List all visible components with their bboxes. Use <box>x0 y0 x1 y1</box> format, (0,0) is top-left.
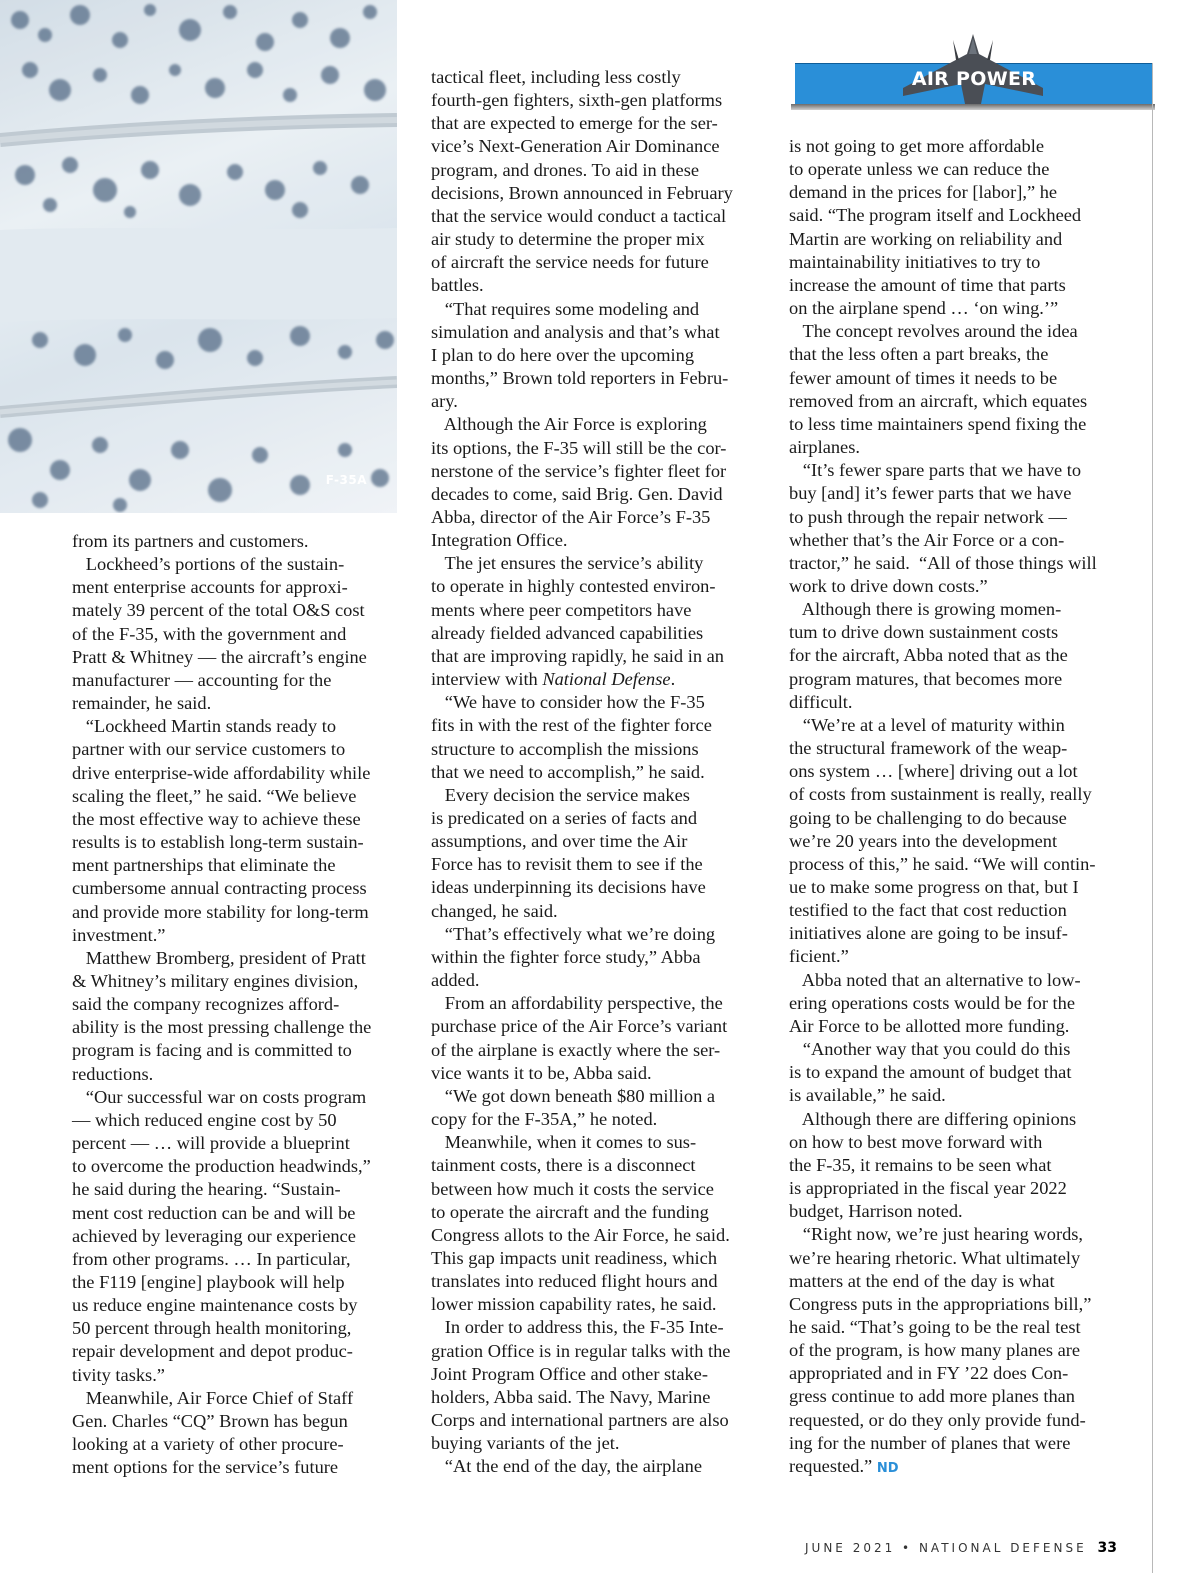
text-line: ary. <box>431 391 458 412</box>
text-line: simulation and analysis and that’s what <box>431 321 720 342</box>
aerial-snow-photo <box>0 0 397 513</box>
text-line: “We have to consider how the F-35 <box>431 692 705 713</box>
text-line: of costs from sustainment is really, really <box>789 784 1092 805</box>
text-line: — which reduced engine cost by 50 <box>72 1109 337 1130</box>
text-line: removed from an aircraft, which equates <box>789 390 1088 411</box>
text-line: matters at the end of the day is what <box>789 1270 1055 1291</box>
article-column-3 <box>789 135 1124 1480</box>
text-line: whether that’s the Air Force or a con- <box>789 529 1065 550</box>
text-line: results is to establish long-term sustain- <box>72 832 364 853</box>
text-line: we’re 20 years into the development <box>789 830 1058 851</box>
text-line: is not going to get more affordable <box>789 136 1045 156</box>
text-line: ment options for the service’s future <box>72 1457 339 1478</box>
text-line: reductions. <box>72 1063 154 1084</box>
text-line: is appropriated in the fiscal year 2022 <box>789 1178 1067 1199</box>
text-line: The concept revolves around the idea <box>789 321 1078 342</box>
text-line: drive enterprise-wide affordability while <box>72 762 371 783</box>
text-line: difficult. <box>789 691 853 712</box>
article-column-1 <box>72 530 402 1479</box>
text-line: looking at a variety of other procure- <box>72 1434 344 1455</box>
text-line: “Lockheed Martin stands ready to <box>72 716 337 737</box>
text-line: repair development and depot produc- <box>72 1341 353 1362</box>
text-line: Every decision the service makes <box>431 784 690 805</box>
text-line: work to drive down costs.” <box>789 575 988 596</box>
text-line: “At the end of the day, the airplane <box>431 1456 702 1477</box>
text-line: program, and drones. To aid in these <box>431 159 700 180</box>
text-line: battles. <box>431 275 484 296</box>
text-line: to overcome the production headwinds,” <box>72 1156 371 1177</box>
photo-caption: F-35A <box>325 473 367 487</box>
text-line: the F119 [engine] playbook will help <box>72 1272 345 1292</box>
text-line: Integration Office. <box>431 530 568 551</box>
text-line: vice’s Next-Generation Air Dominance <box>431 136 720 157</box>
text-line: “We’re at a level of maturity within <box>789 714 1065 735</box>
text-line: Abba noted that an alternative to low- <box>789 969 1081 990</box>
text-line: to operate in highly contested environ- <box>431 576 716 597</box>
text-line: of the program, is how many planes are <box>789 1340 1081 1361</box>
text-line: he said. “That’s going to be the real test <box>789 1316 1081 1337</box>
text-line: 50 percent through health monitoring, <box>72 1318 352 1339</box>
text-line: “That’s effectively what we’re doing <box>431 923 716 944</box>
text-line: added. <box>431 970 480 991</box>
text-line: and provide more stability for long-term <box>72 901 369 922</box>
text-line: achieved by leveraging our experience <box>72 1225 356 1246</box>
text-line: copy for the F-35A,” he noted. <box>431 1109 658 1130</box>
text-line: changed, he said. <box>431 900 558 921</box>
text-line: increase the amount of time that parts <box>789 274 1066 295</box>
text-line: Congress puts in the appropriations bill,” <box>789 1293 1092 1314</box>
text-line: program is facing and is committed to <box>72 1040 352 1061</box>
text-line: gress continue to add more planes than <box>789 1386 1075 1407</box>
text-line: Although the Air Force is exploring <box>431 414 707 435</box>
text-line: ment enterprise accounts for approxi- <box>72 577 348 598</box>
text-line: that we need to accomplish,” he said. <box>431 761 705 782</box>
text-line: the most effective way to achieve these <box>72 808 361 829</box>
text-line: requested, or do they only provide fund- <box>789 1409 1086 1430</box>
text-line: the F-35, it remains to be seen what <box>789 1154 1052 1175</box>
text-line: investment.” <box>72 924 166 945</box>
text-line: nerstone of the service’s fighter fleet for <box>431 460 727 481</box>
text-line: demand in the prices for [labor],” he <box>789 182 1058 203</box>
text-line: manufacturer — accounting for the <box>72 669 332 690</box>
text-line: gration Office is in regular talks with the <box>431 1340 731 1361</box>
text-line: going to be challenging to do because <box>789 807 1067 828</box>
text-line: Matthew Bromberg, president of Pratt <box>72 947 366 968</box>
text-line: Gen. Charles “CQ” Brown has begun <box>72 1410 348 1431</box>
text-line: of aircraft the service needs for future <box>431 252 709 273</box>
text-line: to push through the repair network — <box>789 506 1067 527</box>
text-line: air study to determine the proper mix <box>431 229 705 250</box>
text-line: ering operations costs would be for the <box>789 992 1076 1013</box>
text-line: testified to the fact that cost reduction <box>789 900 1067 921</box>
text-line: “We got down beneath $80 million a <box>431 1085 716 1106</box>
text-line: from other programs. … In particular, <box>72 1248 351 1269</box>
text-line: This gap impacts unit readiness, which <box>431 1247 718 1268</box>
text-line: decisions, Brown announced in February <box>431 182 733 203</box>
text-line: vice wants it to be, Abba said. <box>431 1062 652 1083</box>
section-label: AIR POWER <box>911 68 1037 90</box>
text-line: tainment costs, there is a disconnect <box>431 1155 696 1176</box>
text-line: process of this,” he said. “We will contin- <box>789 853 1096 874</box>
text-line: of the airplane is exactly where the ser- <box>431 1039 721 1060</box>
text-line: interview with National Defense. <box>431 669 676 690</box>
text-line: I plan to do here over the upcoming <box>431 344 695 365</box>
text-line: initiatives alone are going to be insuf- <box>789 923 1068 944</box>
text-line: maintainability initiatives to try to <box>789 251 1041 272</box>
text-line: assumptions, and over time the Air <box>431 831 688 852</box>
text-line: said. “The program itself and Lockheed <box>789 205 1082 226</box>
text-line: partner with our service customers to <box>72 739 346 760</box>
page-number: 33 <box>1097 1540 1117 1556</box>
text-line: to less time maintainers spend fixing the <box>789 413 1087 434</box>
text-line: “It’s fewer spare parts that we have to <box>789 460 1082 481</box>
text-line: months,” Brown told reporters in Febru- <box>431 368 729 389</box>
text-line: he said during the hearing. “Sustain- <box>72 1179 341 1200</box>
text-line: tractor,” he said. “All of those things will <box>789 552 1097 573</box>
text-line: fewer amount of times it needs to be <box>789 367 1058 388</box>
text-line: fits in with the rest of the fighter force <box>431 715 712 736</box>
text-line: decades to come, said Brig. Gen. David <box>431 483 723 504</box>
column-rule <box>1152 63 1153 1573</box>
text-line: Meanwhile, when it comes to sus- <box>431 1132 697 1153</box>
text-line: buying variants of the jet. <box>431 1433 620 1454</box>
text-line: “Our successful war on costs program <box>72 1086 367 1107</box>
text-line: of the F-35, with the government and <box>72 623 347 644</box>
text-line: to operate the aircraft and the funding <box>431 1201 709 1222</box>
text-line: buy [and] it’s fewer parts that we have <box>789 483 1072 504</box>
text-line: from its partners and customers. <box>72 531 309 551</box>
text-line: ideas underpinning its decisions have <box>431 877 706 898</box>
text-line: purchase price of the Air Force’s variant <box>431 1016 728 1037</box>
text-line: Pratt & Whitney — the aircraft’s engine <box>72 646 367 667</box>
text-line: structure to accomplish the missions <box>431 738 699 759</box>
text-line: tactical fleet, including less costly <box>431 67 681 87</box>
text-line: already fielded advanced capabilities <box>431 622 704 643</box>
text-line: on how to best move forward with <box>789 1131 1043 1152</box>
end-mark: ND <box>876 1460 899 1476</box>
text-line: ment cost reduction can be and will be <box>72 1202 356 1223</box>
text-line: In order to address this, the F-35 Inte- <box>431 1317 724 1338</box>
text-line: the structural framework of the weap- <box>789 738 1068 759</box>
text-line: Meanwhile, Air Force Chief of Staff <box>72 1387 354 1408</box>
text-line: lower mission capability rates, he said. <box>431 1294 717 1315</box>
text-line: us reduce engine maintenance costs by <box>72 1295 358 1316</box>
text-line: is available,” he said. <box>789 1085 946 1106</box>
article-column-2 <box>431 66 763 1479</box>
text-line: is to expand the amount of budget that <box>789 1062 1072 1083</box>
text-line: Corps and international partners are also <box>431 1410 729 1431</box>
text-line: tum to drive down sustainment costs <box>789 622 1059 643</box>
text-line: for the aircraft, Abba noted that as the <box>789 645 1068 666</box>
text-line: percent — … will provide a blueprint <box>72 1133 350 1154</box>
text-line: Air Force to be allotted more funding. <box>789 1015 1070 1036</box>
text-line: that the less often a part breaks, the <box>789 344 1049 365</box>
text-line: ing for the number of planes that were <box>789 1432 1071 1453</box>
text-line: Force has to revisit them to see if the <box>431 854 703 875</box>
text-line: “Right now, we’re just hearing words, <box>789 1224 1084 1245</box>
text-line: & Whitney’s military engines division, <box>72 970 359 991</box>
text-line: cumbersome annual contracting process <box>72 878 367 899</box>
text-line: we’re hearing rhetoric. What ultimately <box>789 1247 1081 1268</box>
text-line: Although there are differing opinions <box>789 1108 1077 1129</box>
text-line: mately 39 percent of the total O&S cost <box>72 600 365 621</box>
text-line: on the airplane spend … ‘on wing.’” <box>789 298 1059 319</box>
issue-line: JUNE 2021 • NATIONAL DEFENSE <box>805 1541 1087 1555</box>
text-line: its options, the F-35 will still be the cor- <box>431 437 727 458</box>
page-footer <box>805 1540 1117 1556</box>
text-line: is predicated on a series of facts and <box>431 808 698 828</box>
text-line: scaling the fleet,” he said. “We believe <box>72 785 357 806</box>
text-line: within the fighter force study,” Abba <box>431 946 701 967</box>
text-line: Martin are working on reliability and <box>789 228 1063 249</box>
text-line: to operate unless we can reduce the <box>789 159 1050 180</box>
text-line: fourth-gen fighters, sixth-gen platforms <box>431 90 723 111</box>
text-line: “Another way that you could do this <box>789 1039 1071 1060</box>
text-line: From an affordability perspective, the <box>431 993 723 1014</box>
text-line: ficient.” <box>789 946 849 967</box>
text-line: that are improving rapidly, he said in an <box>431 645 724 666</box>
text-line: Abba, director of the Air Force’s F-35 <box>431 506 711 527</box>
text-line: remainder, he said. <box>72 693 212 714</box>
text-line: requested.” ND <box>789 1455 899 1476</box>
text-line: ue to make some progress on that, but I <box>789 877 1079 897</box>
text-line: appropriated and in FY ’22 does Con- <box>789 1363 1069 1384</box>
text-line: Although there is growing momen- <box>789 599 1062 620</box>
text-line: ment partnerships that eliminate the <box>72 855 336 876</box>
text-line: between how much it costs the service <box>431 1178 714 1199</box>
text-line: ability is the most pressing challenge the <box>72 1017 372 1038</box>
snow-landscape-graphic <box>0 0 397 513</box>
text-line: airplanes. <box>789 437 860 458</box>
text-line: translates into reduced flight hours and <box>431 1271 718 1292</box>
text-line: program matures, that becomes more <box>789 668 1063 689</box>
text-line: Congress allots to the Air Force, he said. <box>431 1224 730 1245</box>
text-line: tivity tasks.” <box>72 1364 165 1385</box>
text-line: Joint Program Office and other stake- <box>431 1363 708 1384</box>
text-line: that are expected to emerge for the ser- <box>431 113 718 134</box>
text-line: “That requires some modeling and <box>431 298 700 319</box>
text-line: that the service would conduct a tactical <box>431 205 727 226</box>
text-line: holders, Abba said. The Navy, Marine <box>431 1386 711 1407</box>
text-line: Lockheed’s portions of the sustain- <box>72 554 345 575</box>
text-line: ments where peer competitors have <box>431 599 692 620</box>
text-line: The jet ensures the service’s ability <box>431 553 704 574</box>
text-line: ons system … [where] driving out a lot <box>789 761 1078 782</box>
text-line: said the company recognizes afford- <box>72 994 340 1015</box>
text-line: budget, Harrison noted. <box>789 1201 963 1222</box>
